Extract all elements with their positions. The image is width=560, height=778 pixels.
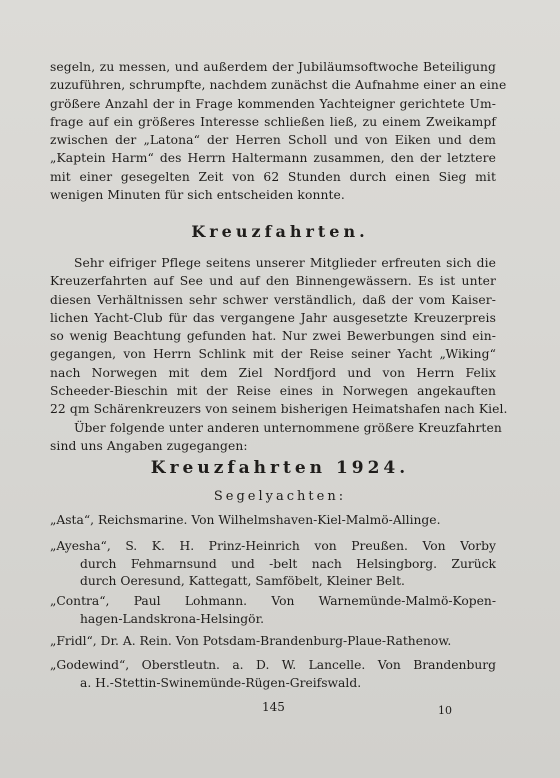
intro-paragraph bbox=[50, 58, 507, 204]
entry-line: „Fridl“, Dr. A. Rein. Von Potsdam-Brandenburg-Plaue-Rathenow. bbox=[50, 634, 452, 648]
text-line: wenigen Minuten für sich entscheiden konnte. bbox=[50, 188, 345, 203]
text-line: nach Norwegen mit dem Ziel Nordfjord und von Herrn Felix bbox=[50, 365, 496, 380]
entry-line: „Contra“, Paul Lohmann. Von Warnemünde-Malmö-Kopen- bbox=[50, 594, 496, 608]
body-paragraph bbox=[50, 254, 508, 455]
entry-line: „Asta“, Reichsmarine. Von Wilhelmshaven-Kiel-Malmö-Allinge. bbox=[50, 513, 441, 527]
text-line: gegangen, von Herrn Schlink mit der Reise seiner Yacht „Wiking“ bbox=[50, 347, 496, 362]
text-line: mit einer gesegelten Zeit von 62 Stunden durch einen Sieg mit bbox=[50, 169, 496, 184]
text-line: 22 qm Schärenkreuzers von seinem bisherigen Heimatshafen nach Kiel. bbox=[50, 402, 508, 417]
section-heading: Kreuzfahrten. bbox=[191, 222, 369, 241]
text-line: größere Anzahl der in Frage kommenden Yachteigner gerichtete Um- bbox=[50, 96, 496, 111]
text-line: lichen Yacht-Club für das vergangene Jahr ausgesetzte Kreuzerpreis bbox=[50, 310, 496, 325]
text-line: Kreuzerfahrten auf See und auf den Binnengewässern. Es ist unter bbox=[50, 274, 496, 289]
cruise-entry bbox=[50, 633, 496, 651]
text-line: diesen Verhältnissen sehr schwer verständlich, daß der vom Kaiser- bbox=[50, 292, 496, 307]
cruise-entry bbox=[50, 593, 496, 628]
text-line: segeln, zu messen, und außerdem der Jubiläumsoftwoche Beteiligung bbox=[50, 60, 496, 74]
entry-line: a. H.-Stettin-Swinemünde-Rügen-Greifswald. bbox=[80, 675, 362, 690]
cruise-entry bbox=[50, 657, 496, 692]
entry-line: „Ayesha“, S. K. H. Prinz-Heinrich von Preußen. Von Vorby bbox=[50, 539, 496, 553]
text-line: frage auf ein größeres Interesse schließen ließ, zu einem Zweikampf bbox=[50, 114, 496, 129]
entry-line: durch Fehmarnsund und -belt nach Helsingborg. Zurück bbox=[80, 556, 496, 571]
text-line: zuzuführen, schrumpfte, nachdem zunächst die Aufnahme einer an eine bbox=[50, 78, 507, 93]
text-line: so wenig Beachtung gefunden hat. Nur zwei Bewerbungen sind ein- bbox=[50, 329, 496, 344]
text-line: Sehr eifriger Pflege seitens unserer Mitglieder erfreuten sich die bbox=[74, 256, 496, 270]
entry-line: durch Oeresund, Kattegatt, Samföbelt, Kleiner Belt. bbox=[80, 574, 405, 588]
text-line: Über folgende unter anderen unternommene größere Kreuzfahrten bbox=[74, 420, 502, 435]
text-line: sind uns Angaben zugegangen: bbox=[50, 438, 248, 453]
text-line: Scheeder-Bieschin mit der Reise eines in Norwegen angekauften bbox=[50, 384, 496, 399]
entry-line: „Godewind“, Oberstleutn. a. D. W. Lancelle. Von Brandenburg bbox=[50, 658, 496, 672]
text-line: „Kaptein Harm“ des Herrn Haltermann zusammen, den der letztere bbox=[50, 151, 496, 166]
cruise-entry bbox=[50, 538, 496, 591]
list-subheading: Segelyachten: bbox=[213, 489, 347, 504]
page-number: 145 bbox=[262, 700, 285, 714]
cruise-entry bbox=[50, 512, 496, 530]
sheet-mark: 10 bbox=[438, 704, 452, 717]
entry-line: hagen-Landskrona-Helsingör. bbox=[80, 611, 265, 626]
text-line: zwischen der „Latona“ der Herren Scholl und von Eiken und dem bbox=[50, 133, 496, 148]
list-heading: Kreuzfahrten 1924. bbox=[150, 458, 410, 478]
